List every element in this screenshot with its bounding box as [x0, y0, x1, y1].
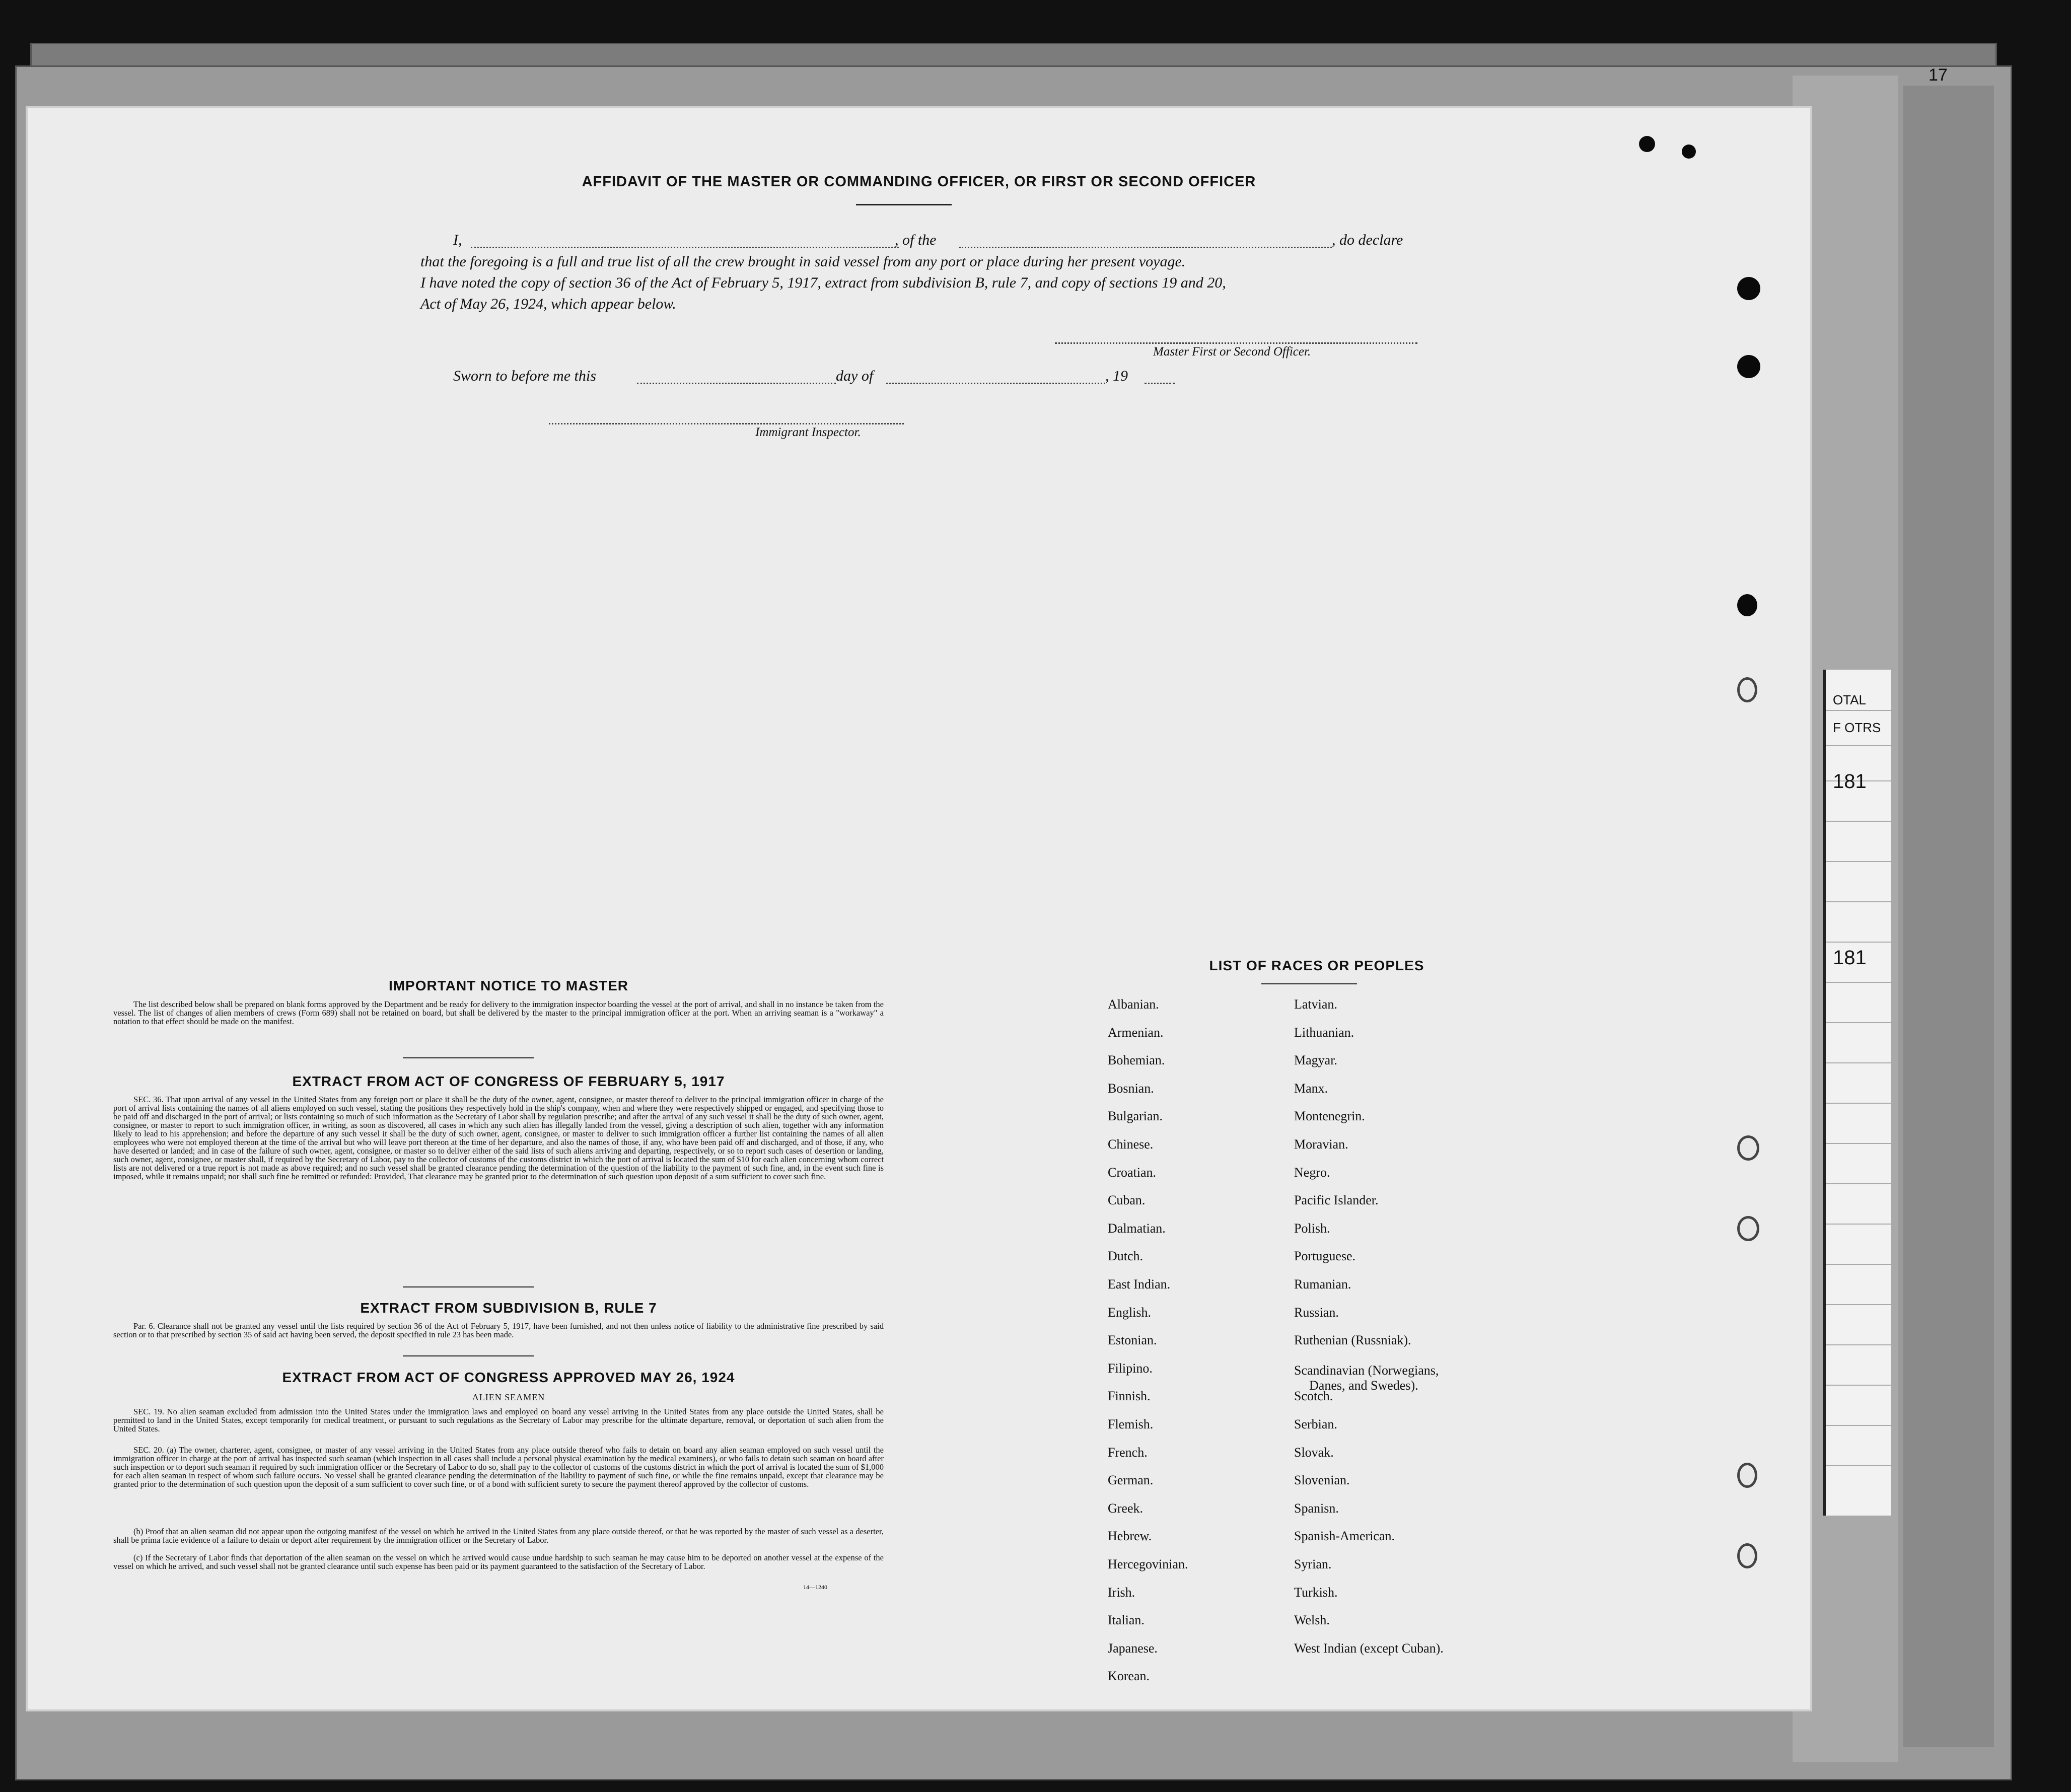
punch-hole [1682, 145, 1696, 159]
notice-title: IMPORTANT NOTICE TO MASTER [388, 978, 629, 993]
affidavit-line-2: that the foregoing is a full and true list of all the crew brought in said vessel from any port or place during her present voyage. [420, 253, 1186, 270]
race-item: Albanian. [1108, 997, 1159, 1012]
race-item: Latvian. [1294, 997, 1337, 1012]
punch-hole [1737, 277, 1760, 300]
vessel-name-field[interactable] [959, 247, 1332, 248]
race-item: Syrian. [1294, 1557, 1332, 1571]
extract-1917-body: SEC. 36. That upon arrival of any vessel in the United States from any foreign port or place it shall be the duty of the owner, agent, consignee, or master thereof to deliver to the principal immigration officer in charge of the port of arrival lists containing the names of all aliens employed on such vessel, stating the positions they respectively hold in the ship's company, when and where they were respectively shipped or engaged, and specifying those to be paid off and discharged in the port of arrival; or lists containing so much of such information as the Secretary of Labor shall by regulation prescribe; and after the arrival of any such vessel it shall be the duty of such owner, agent, consignee, or master to report to such immigration officer, in writing, as soon as discovered, all cases in which any such alien has illegally landed from the vessel, giving a description of such alien, together with any information likely to lead to his apprehension; and before the departure of any such vessel it shall be the duty of such owner, agent, consignee, or master to deliver to such immigration officer a further list containing the names of all alien employees who were not employed thereon at the time of the arrival but who will leave port thereon at the time of her departure, and also the names of those, if any, who have been paid off and discharged, and of those, if any, who have deserted or landed; and in case of the failure of such owner, agent, consignee, or master so to deliver either of the said lists of such aliens arriving and departing, respectively, or so to report such cases of desertion or landing, such owner, agent, consignee, or master shall, if required by the Secretary of Labor, pay to the collector of customs of the customs district in which the port of arrival is located the sum of $10 for each alien concerning whom correct lists are not delivered or a true report is not made as above required; and no such vessel shall be granted clearance pending the determination of the question of the liability to the payment of such fine, and, in the event such fine is imposed, while it remains unpaid; nor shall such fine be remitted or refunded: Provided, That clearance may be granted prior to the determination of such question upon deposit of a sum sufficient to cover such fine. [113, 1095, 884, 1181]
sec-20c-body: (c) If the Secretary of Labor finds that deportation of the alien seaman on the vessel on which he arrived would cause undue hardship to such seaman he may cause him to be deported on another vessel at the expense of the vessel on which he arrived, and such vessel shall not be granted clearance until such expense has been paid or its payment guaranteed to the satisfaction of the Secretary of Labor. [113, 1553, 884, 1571]
race-item: Bosnian. [1108, 1081, 1154, 1096]
extract-1924-title: EXTRACT FROM ACT OF CONGRESS APPROVED MAY 26, 1924 [282, 1370, 735, 1385]
race-item: Danes, and Swedes). [1309, 1378, 1418, 1393]
race-item: Spanisn. [1294, 1500, 1339, 1516]
race-item: Cuban. [1108, 1193, 1146, 1208]
race-item: Scandinavian (Norwegians, [1294, 1363, 1439, 1378]
race-item: Dutch. [1108, 1249, 1144, 1264]
race-item: Korean. [1108, 1669, 1150, 1684]
race-item: Filipino. [1108, 1360, 1153, 1376]
affidavit-line-1a: I, [453, 232, 462, 248]
manifest-page [28, 108, 1810, 1709]
race-item: Finnish. [1108, 1389, 1151, 1404]
race-item: Chinese. [1108, 1137, 1154, 1152]
section-rule [403, 1355, 534, 1356]
form-number: 14—1240 [803, 1584, 827, 1591]
master-caption: Master First or Second Officer. [1153, 345, 1311, 359]
side-form-value-2: 181 [1833, 947, 1867, 969]
race-item: Negro. [1294, 1165, 1330, 1180]
race-item: Turkish. [1294, 1585, 1338, 1600]
extract-1917-title: EXTRACT FROM ACT OF CONGRESS OF FEBRUARY 5, 1917 [292, 1073, 725, 1089]
race-item: Italian. [1108, 1613, 1145, 1628]
race-item: German. [1108, 1473, 1154, 1488]
punch-hole-ring [1737, 677, 1757, 702]
punch-hole-ring [1737, 1216, 1759, 1241]
punch-hole [1737, 594, 1757, 616]
sworn-year-field[interactable] [1145, 383, 1175, 384]
affidavit-line-1c: , do declare [1332, 232, 1403, 248]
race-item: Slovak. [1294, 1445, 1334, 1460]
affidavit-line-1b: , of the [895, 232, 937, 248]
sworn-text-b: day of [836, 368, 874, 384]
section-rule [403, 1057, 534, 1058]
sec-19-body: SEC. 19. No alien seaman excluded from admission into the United States under the immigration laws and employed on board any vessel arriving in the United States from any place outside the United States, shall be permitted to land in the United States, except temporarily for medical treatment, or pursuant to such regulations as the Secretary of Labor may prescribe for the ultimate departure, removal, or deportation of such alien from the United States. [113, 1407, 884, 1433]
race-item: Spanish-American. [1294, 1529, 1395, 1544]
race-item: French. [1108, 1445, 1148, 1460]
races-title: LIST OF RACES OR PEOPLES [1209, 958, 1424, 973]
race-item: Estonian. [1108, 1333, 1157, 1348]
race-item: English. [1108, 1305, 1151, 1320]
punch-hole [1737, 355, 1760, 378]
race-item: Polish. [1294, 1221, 1330, 1236]
race-item: Russian. [1294, 1305, 1339, 1320]
punch-hole [1639, 136, 1655, 152]
race-item: Scotch. [1294, 1389, 1333, 1404]
sworn-text-a: Sworn to before me this [453, 368, 596, 384]
master-signature-field[interactable] [1055, 342, 1417, 344]
inspector-caption: Immigrant Inspector. [755, 425, 861, 439]
race-item: Croatian. [1108, 1165, 1157, 1180]
affidavit-title: AFFIDAVIT OF THE MASTER OR COMMANDING OFFICER, OR FIRST OR SECOND OFFICER [582, 174, 1256, 190]
affidavit-line-3: I have noted the copy of section 36 of the Act of February 5, 1917, extract from subdivision B, rule 7, and copy of sections 19 and 20, [420, 274, 1226, 291]
section-rule [403, 1286, 534, 1287]
sworn-day-field[interactable] [637, 383, 836, 384]
title-rule [856, 204, 952, 205]
side-form-label-officers: F OTRS [1833, 720, 1881, 735]
race-item: Slovenian. [1294, 1473, 1350, 1488]
race-item: Pacific Islander. [1294, 1193, 1379, 1208]
extract-rule7-title: EXTRACT FROM SUBDIVISION B, RULE 7 [360, 1300, 657, 1316]
races-title-rule [1261, 983, 1357, 984]
race-item: Irish. [1108, 1585, 1135, 1600]
race-item: Hebrew. [1108, 1529, 1152, 1544]
side-form-value-1: 181 [1833, 770, 1867, 793]
extract-1924-subtitle: ALIEN SEAMEN [472, 1392, 545, 1402]
side-form-label-total: OTAL [1833, 692, 1866, 707]
race-item: Montenegrin. [1294, 1109, 1365, 1124]
race-item: Bulgarian. [1108, 1109, 1163, 1124]
race-item: Moravian. [1294, 1137, 1348, 1152]
race-item: Serbian. [1294, 1417, 1337, 1431]
race-item: Welsh. [1294, 1613, 1330, 1628]
underlying-form-column [1823, 670, 1891, 1516]
declarant-name-field[interactable] [471, 247, 899, 248]
race-item: Hercegovinian. [1108, 1557, 1188, 1571]
inspector-signature-field[interactable] [549, 423, 904, 424]
sworn-text-c: , 19 [1105, 368, 1128, 384]
race-item: Bohemian. [1108, 1053, 1165, 1068]
affidavit-line-4: Act of May 26, 1924, which appear below. [420, 296, 676, 312]
punch-hole-ring [1737, 1135, 1759, 1161]
race-item: Greek. [1108, 1500, 1144, 1516]
race-item: Portuguese. [1294, 1249, 1356, 1264]
race-item: West Indian (except Cuban). [1294, 1640, 1444, 1656]
race-item: Ruthenian (Russniak). [1294, 1333, 1411, 1348]
sec-20a-body: SEC. 20. (a) The owner, charterer, agent, consignee, or master of any vessel arriving in the United States from any place outside thereof who fails to detain on board any alien seaman employed on such vessel until the immigration officer in charge at the port of arrival has inspected such seaman (which inspection in all cases shall include a personal physical examination by the medical examiners), or who fails to detain such seaman on board after such inspection or to deport such seaman if required by such immigration officer or the Secretary of Labor to do so, shall pay to the collector of customs of the customs district in which the port of arrival is located the sum of $1,000 for each alien seaman in respect of whom such failure occurs. No vessel shall be granted clearance pending the determination of the liability to payment of such fine, or while the fine remains unpaid, except that clearance may be granted prior to the determination of such question upon the deposit of a sum sufficient to cover such fine, or of a bond with sufficient surety to secure the payment thereof approved by the collector of customs. [113, 1445, 884, 1489]
notice-body: The list described below shall be prepared on blank forms approved by the Department and be ready for delivery to the immigration inspector boarding the vessel at the port of arrival, and shall in no instance be taken from the vessel. The list of changes of alien members of crews (Form 689) shall not be retained on board, but shall be delivered by the master to the principal immigration officer at the port. When an arriving seaman is a "workaway" a notation to that effect should be made on the manifest. [113, 999, 884, 1026]
extract-rule7-body: Par. 6. Clearance shall not be granted any vessel until the lists required by section 36 of the Act of February 5, 1917, have been furnished, and not then unless notice of liability to the administrative fine prescribed by said section or to that prescribed by section 35 of said act having been served, the deposit specified in rule 23 has been made. [113, 1321, 884, 1339]
back-sheet-edge-2 [1903, 86, 1994, 1747]
race-item: Magyar. [1294, 1053, 1337, 1068]
punch-hole-ring [1737, 1543, 1757, 1568]
race-item: Lithuanian. [1294, 1025, 1354, 1040]
race-item: Japanese. [1108, 1640, 1158, 1656]
sec-20b-body: (b) Proof that an alien seaman did not appear upon the outgoing manifest of the vessel on which he arrived in the United States from any place outside thereof, or that he was reported by the master of such vessel as a deserter, shall be prima facie evidence of a failure to detain or deport after requirement by the immigration officer or the Secretary of Labor. [113, 1527, 884, 1545]
race-item: Armenian. [1108, 1025, 1164, 1040]
sworn-month-field[interactable] [886, 383, 1105, 384]
punch-hole-ring [1737, 1463, 1757, 1488]
race-item: Rumanian. [1294, 1277, 1351, 1292]
race-item: East Indian. [1108, 1277, 1171, 1292]
race-item: Flemish. [1108, 1417, 1154, 1431]
race-item: Dalmatian. [1108, 1221, 1166, 1236]
race-item: Manx. [1294, 1081, 1328, 1096]
sheet-number: 17 [1929, 65, 1948, 85]
